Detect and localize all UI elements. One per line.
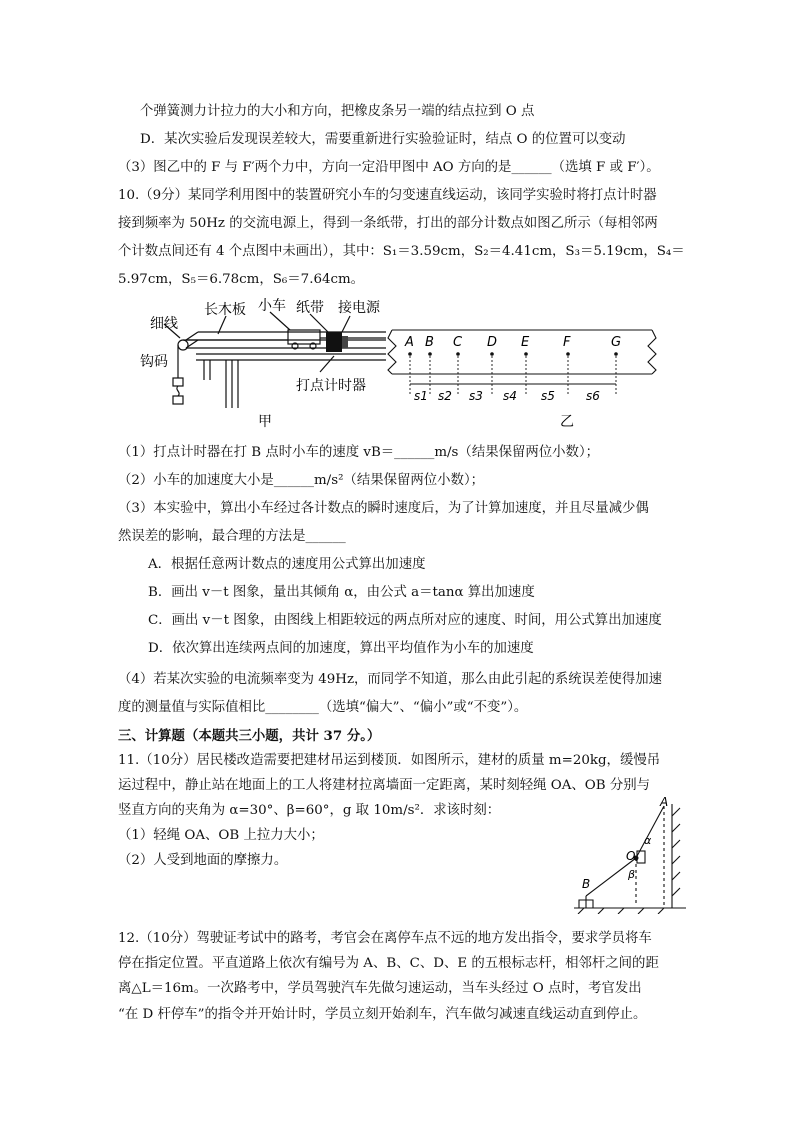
text-line: 然误差的影响，最合理的方法是______ — [118, 529, 346, 544]
question-10-3: （3）本实验中，算出小车经过各计数点的瞬时速度后，为了计算加速度，并且尽量减少偶 — [118, 501, 649, 516]
text-line: 个计数点间还有 4 个点图中未画出），其中：S₁＝3.59cm，S₂＝4.41cm，S₃＝5.19cm，S₄＝ — [118, 244, 685, 259]
apparatus-figure — [138, 298, 388, 430]
label-power: 接电源 — [338, 300, 380, 316]
tape-point-dot — [456, 352, 460, 356]
tape-segment-label: s6 — [586, 389, 600, 403]
option-c: C．画出 v－t 图象，由图线上相距较远的两点所对应的速度、时间，用公式算出加速度 — [148, 613, 662, 628]
section-heading: 三、计算题（本题共三小题，共计 37 分。） — [118, 728, 381, 744]
tape-point-dot — [428, 352, 432, 356]
question-10-2: （2）小车的加速度大小是______m/s²（结果保留两位小数）； — [118, 473, 485, 488]
label-o: O — [626, 849, 636, 863]
question-10-4: （4）若某次实验的电流频率变为 49Hz，而同学不知道，那么由此引起的系统误差使得加速 — [118, 672, 662, 687]
text-line: 5.97cm，S₅＝6.78cm，S₆＝7.64cm。 — [118, 272, 365, 287]
label-rope: 细线 — [150, 316, 178, 332]
tape-segment-label: s3 — [469, 389, 483, 403]
caption-jia: 甲 — [258, 414, 272, 430]
question-10-1: （1）打点计时器在打 B 点时小车的速度 vB＝______m/s（结果保留两位小数）； — [118, 445, 600, 460]
tape-point-label: G — [611, 335, 622, 350]
question-11-1: （1）轻绳 OA、OB 上拉力大小； — [118, 828, 324, 843]
tape-segment-label: s2 — [438, 389, 452, 403]
tape-segment-label: s1 — [414, 389, 428, 403]
tape-point-dot — [566, 352, 570, 356]
option-d-line: D．某次实验后发现误差较大，需要重新进行实验验证时，结点 O 的位置可以变动 — [140, 132, 626, 147]
tape-point-label: F — [563, 335, 571, 350]
text-line: 度的测量值与实际值相比________（选填“偏大”、“偏小”或“不变”）。 — [118, 700, 528, 715]
caption-yi: 乙 — [560, 414, 574, 430]
label-beta: β — [628, 868, 636, 881]
tape-point-label: E — [521, 335, 530, 350]
tape-point-label: B — [425, 335, 434, 350]
label-weight: 钩码 — [140, 354, 168, 370]
tape-point-dot — [614, 352, 618, 356]
tape-segment-label: s5 — [541, 389, 555, 403]
tape-point-label: D — [487, 335, 498, 350]
rope-figure — [564, 796, 690, 914]
text-line: 个弹簧测力计拉力的大小和方向，把橡皮条另一端的结点拉到 O 点 — [140, 104, 535, 119]
tape-point-dot — [408, 352, 412, 356]
label-b: B — [582, 877, 591, 891]
text-line: 停在指定位置。平直道路上依次有编号为 A、B、C、D、E 的五根标志杆，相邻杆之间的距 — [118, 956, 659, 971]
question-9-3: （3）图乙中的 F 与 F′两个力中，方向一定沿甲图中 AO 方向的是______（选填 F 或 F′）。 — [118, 160, 660, 175]
option-a: A．根据任意两计数点的速度用公式算出加速度 — [148, 557, 426, 572]
tape-segment-label: s4 — [503, 389, 517, 403]
option-b: B．画出 v－t 图象，量出其倾角 α，由公式 a＝tanα 算出加速度 — [148, 585, 535, 600]
question-10-stem: 10.（9分）某同学利用图中的装置研究小车的匀变速直线运动，该同学实验时将打点计时器 — [118, 188, 657, 203]
label-tape: 纸带 — [296, 300, 324, 316]
label-board: 长木板 — [204, 302, 246, 318]
text-line: 接到频率为 50Hz 的交流电源上，得到一条纸带，打出的部分计数点如图乙所示（每相邻两 — [118, 216, 658, 231]
text-line: “在 D 杆停车”的指令并开始计时，学员立刻开始刹车，汽车做匀减速直线运动直到停止。 — [118, 1007, 647, 1022]
text-line: 离△L＝16m。一次路考中，学员驾驶汽车先做匀速运动，当车头经过 O 点时，考官发出 — [118, 981, 642, 996]
tape-figure — [386, 318, 662, 430]
label-alpha: α — [644, 834, 652, 847]
question-11-stem: 11.（10分）居民楼改造需要把建材吊运到楼顶．如图所示，建材的质量 m=20kg，缓慢吊 — [118, 753, 661, 768]
tape-point-label: C — [453, 335, 463, 350]
label-a: A — [660, 796, 669, 809]
option-d: D．依次算出连续两点间的加速度，算出平均值作为小车的加速度 — [148, 641, 534, 656]
tape-point-label: A — [405, 335, 414, 350]
tape-point-dot — [524, 352, 528, 356]
text-line: 运过程中，静止站在地面上的工人将建材拉离墙面一定距离，某时刻轻绳 OA、OB 分别与 — [118, 778, 651, 793]
question-11-2: （2）人受到地面的摩擦力。 — [118, 853, 288, 868]
label-timer: 打点计时器 — [296, 378, 366, 394]
question-12-stem: 12.（10分）驾驶证考试中的路考，考官会在离停车点不远的地方发出指令，要求学员将车 — [118, 931, 652, 946]
tape-point-dot — [490, 352, 494, 356]
text-line: 竖直方向的夹角为 α=30°、β=60°，g 取 10m/s²．求该时刻： — [118, 803, 501, 818]
label-cart: 小车 — [258, 298, 286, 314]
